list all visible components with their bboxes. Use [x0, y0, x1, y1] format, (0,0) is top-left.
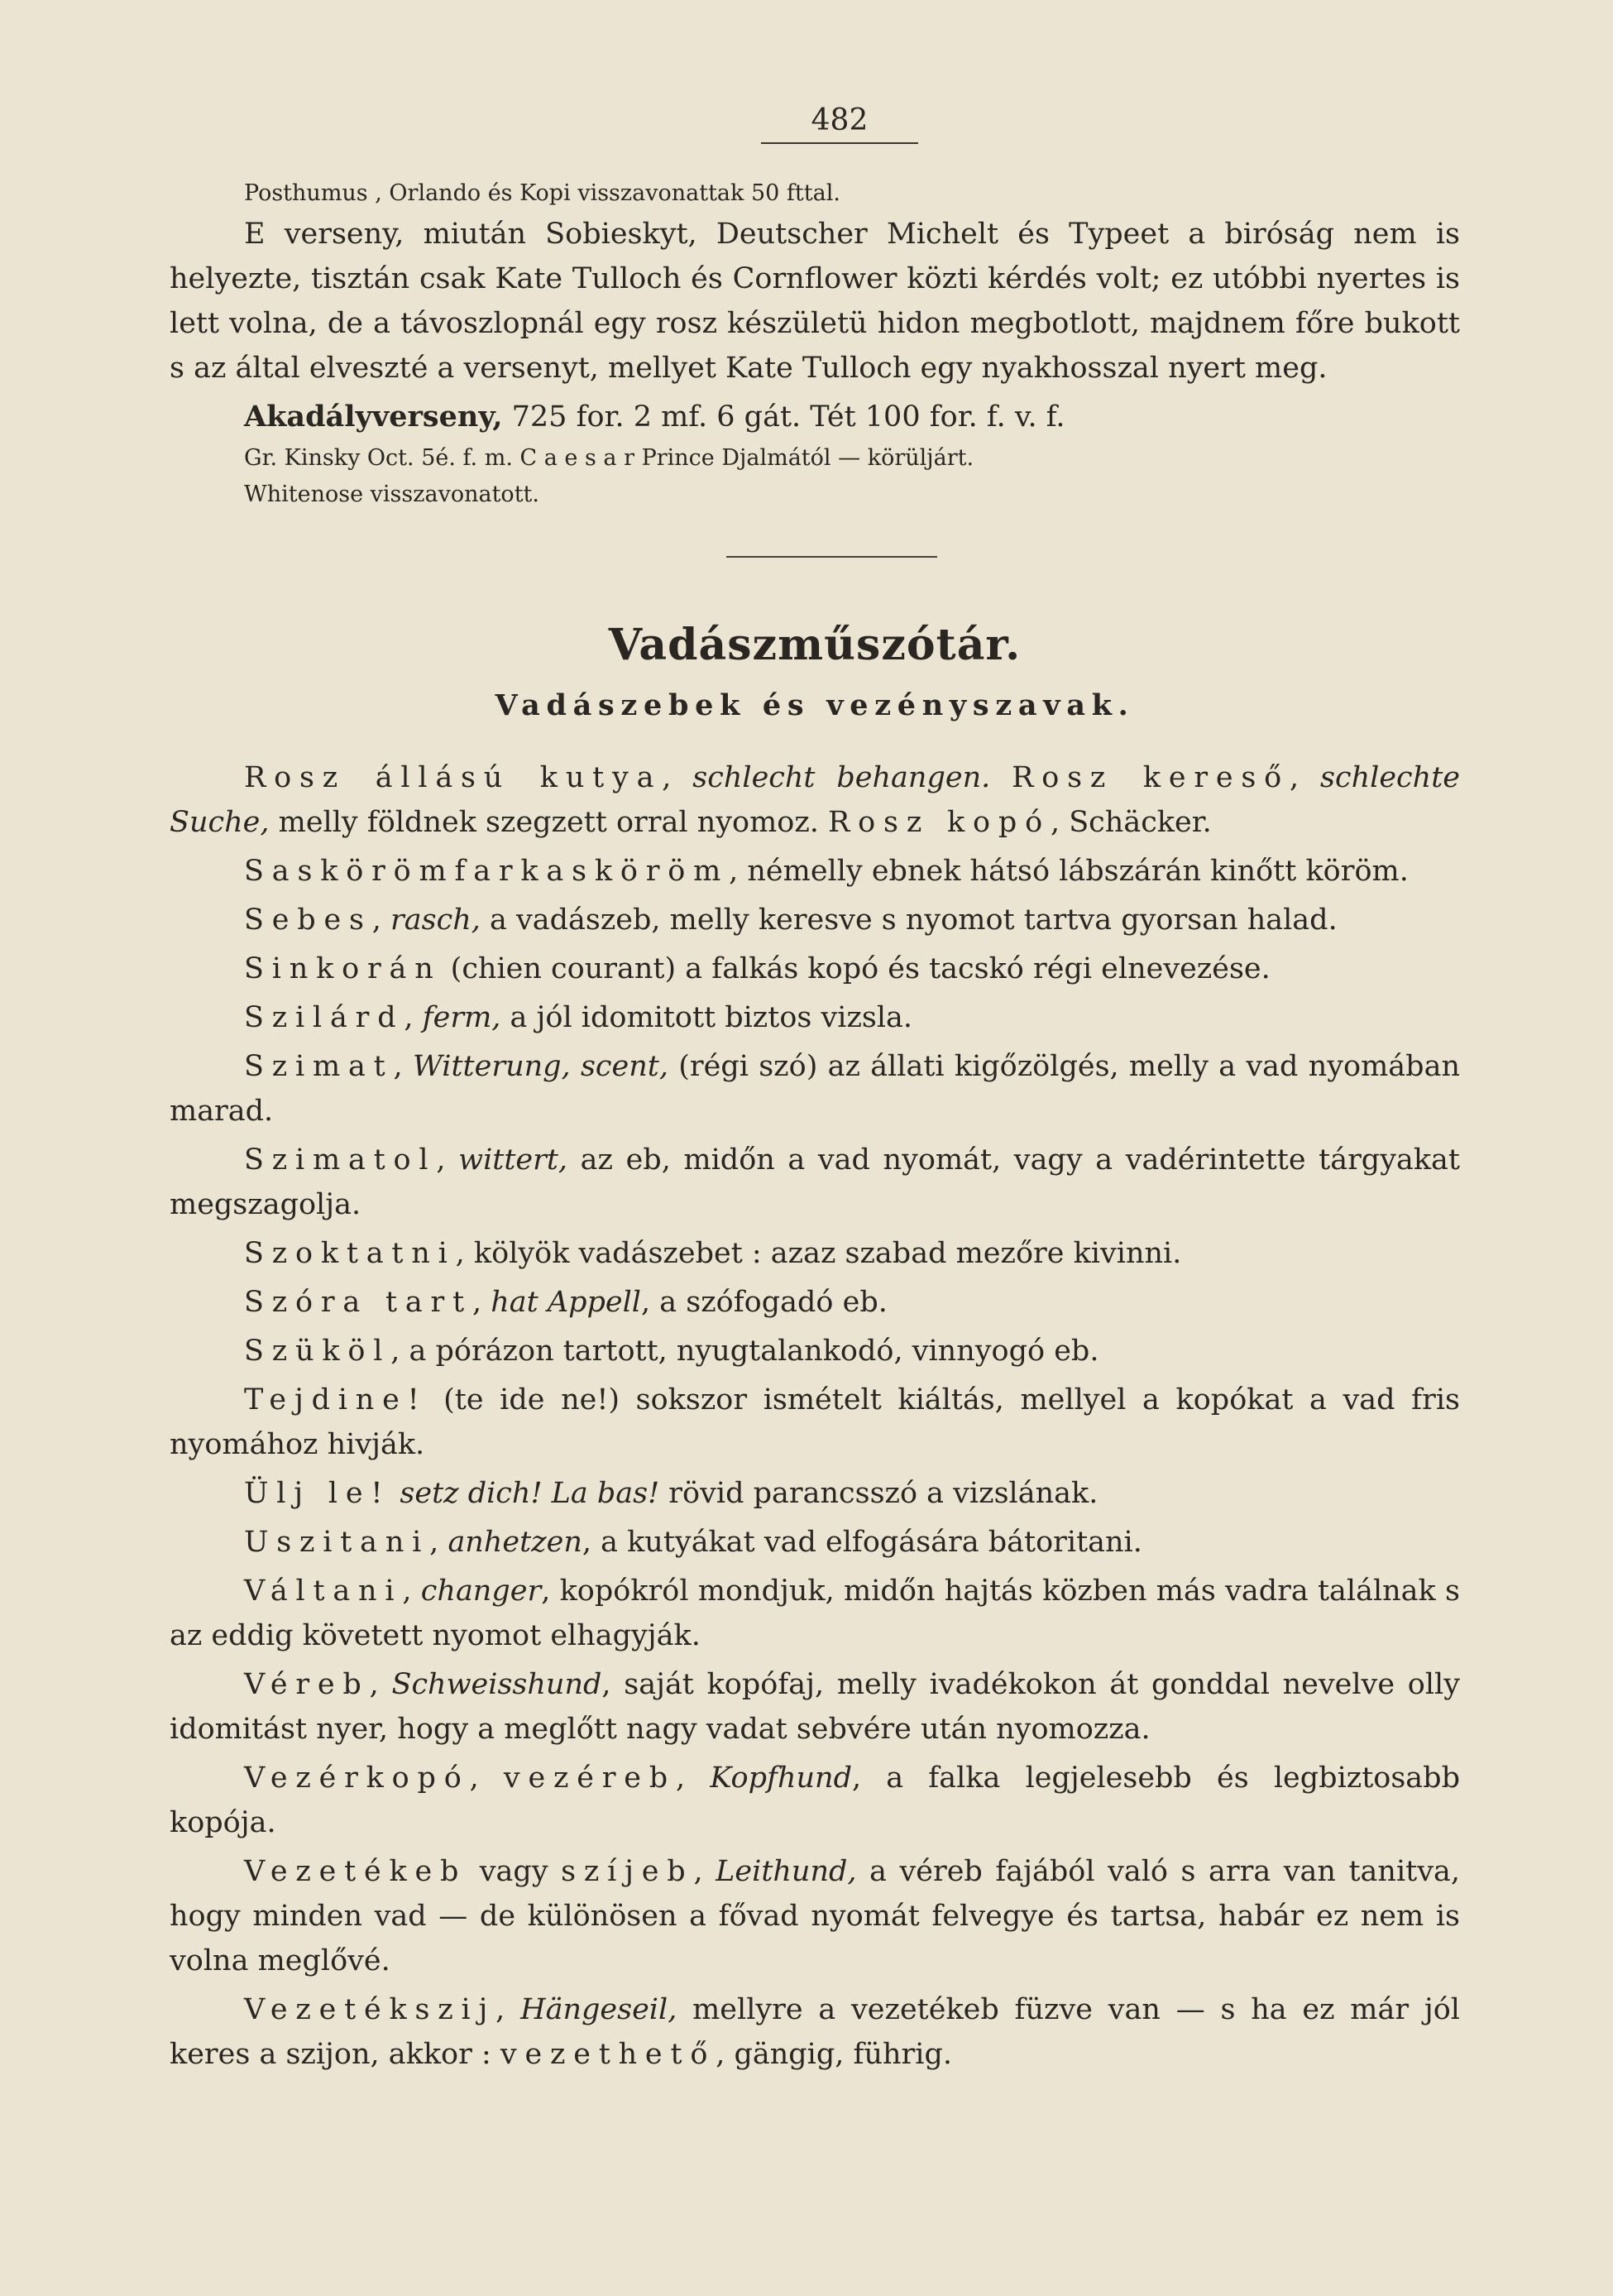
obstacle-race-name: Akadályverseny, — [244, 400, 503, 434]
entry-text: a jól idomitott biztos vizsla. — [500, 1001, 913, 1034]
entry-text: a vadászeb, melly keresve s nyomot tartva gyorsan halad. — [480, 904, 1338, 937]
obstacle-race-withdrawn: Whitenose visszavonatott. — [244, 482, 539, 507]
glossary-entry — [170, 898, 1460, 942]
entry-foreign-term: anhetzen — [448, 1526, 582, 1559]
withdrawn-note: Posthumus , Orlando és Kopi visszavonattak 50 fttal. — [244, 180, 840, 206]
entry-term: Uszitani — [244, 1526, 430, 1559]
entry-text: az eb, midőn a vad nyomát, vagy a vadérintette tárgyakat megszagolja. — [170, 1143, 1460, 1221]
glossary-entry — [170, 1280, 1460, 1325]
entry-text — [990, 761, 1012, 794]
entry-term: Vezérkopó — [244, 1762, 470, 1795]
entry-text: , a pórázon tartott, nyugtalankodó, vinnyogó eb. — [390, 1335, 1099, 1368]
obstacle-race-details: 725 for. 2 mf. 6 gát. Tét 100 for. f. v. f. — [502, 400, 1065, 434]
entry-term: Szimat — [244, 1050, 394, 1083]
entry-text: , — [676, 1762, 711, 1795]
entry-text: mellyre a vezetékeb füzve van — s ha ez már jól keres a szijon, akkor : — [170, 1993, 1460, 2071]
glossary-entry — [170, 1987, 1460, 2077]
entry-term: Szóra tart — [244, 1286, 472, 1319]
entry-term: Szüköl — [244, 1335, 391, 1368]
entry-text: vagy — [467, 1855, 562, 1888]
entry-term: Véreb — [244, 1668, 370, 1701]
entry-term: Rosz kereső — [1012, 761, 1290, 794]
glossary-entries — [170, 755, 1460, 2077]
entry-term: Vezetékszij — [244, 1993, 496, 2026]
entry-foreign-term: Hängeseil, — [520, 1993, 677, 2026]
entry-text: , — [693, 1855, 716, 1888]
entry-text: , — [369, 1668, 392, 1701]
entry-text: rövid parancsszó a vizslának. — [659, 1477, 1098, 1510]
glossary-entry — [170, 1231, 1460, 1276]
entry-text: a véreb fajából való s arra van tanitva, hogy minden vad — de különösen a fővad nyomát felvegye és tartsa, habár ez nem is volna meglővé. — [170, 1855, 1460, 1977]
glossary-entry — [170, 1569, 1460, 1658]
entry-text: , a falka legjelesebb és legbiztosabb kopója. — [170, 1762, 1460, 1839]
glossary-entry — [170, 1329, 1460, 1373]
entry-text: , kölyök vadászebet : azaz szabad mezőre kivinni. — [455, 1237, 1182, 1270]
entry-text: , — [662, 761, 693, 794]
glossary-entry — [170, 1520, 1460, 1565]
glossary-entry — [170, 849, 1460, 894]
glossary-entry — [170, 995, 1460, 1040]
entry-foreign-term: rasch, — [390, 904, 481, 937]
section-subtitle: Vadászebek és vezényszavak. — [495, 688, 1135, 722]
entry-foreign-term: changer — [420, 1575, 542, 1608]
glossary-entry — [170, 1471, 1460, 1516]
obstacle-race-winner: Gr. Kinsky Oct. 5é. f. m. C a e s a r Prince Djalmától — körüljárt. — [244, 445, 974, 471]
entry-term: Szimatol — [244, 1143, 437, 1177]
header-rule — [761, 142, 918, 144]
entry-foreign-term: hat Appell — [491, 1286, 642, 1319]
entry-text: , gängig, führig. — [716, 2038, 952, 2071]
obstacle-race-heading — [170, 394, 1460, 440]
entry-text: , — [471, 1286, 491, 1319]
section-title: Vadászműszótár. — [608, 620, 1022, 670]
glossary-entry — [170, 1138, 1460, 1227]
entry-text: , — [393, 1050, 413, 1083]
entry-text: (te ide ne!) sokszor ismételt kiáltás, mellyel a kopókat a vad fris nyomához hivják. — [170, 1383, 1460, 1461]
entry-text: , Schäcker. — [1050, 806, 1212, 839]
entry-text: , a szófogadó eb. — [641, 1286, 888, 1319]
entry-text: , saját kopófaj, melly ivadékokon át gonddal nevelve olly idomitást nyer, hogy a meglőtt nagy vadat sebvére után nyomozza. — [170, 1668, 1460, 1746]
entry-text: , — [469, 1762, 504, 1795]
entry-term: Szilárd — [244, 1001, 404, 1034]
entry-foreign-term: Witterung, scent, — [412, 1050, 668, 1083]
glossary-entry — [170, 1378, 1460, 1467]
entry-term: Sebes — [244, 904, 372, 937]
entry-term: Sinkorán — [244, 952, 442, 985]
entry-term: Szoktatni — [244, 1237, 456, 1270]
entry-term: vezethető — [500, 2038, 716, 2071]
entry-text: , — [404, 1001, 423, 1034]
glossary-entry — [170, 1756, 1460, 1845]
entry-text: , — [402, 1575, 421, 1608]
entry-text: , némelly ebnek hátsó lábszárán kinőtt köröm. — [729, 855, 1409, 888]
entry-term: Rosz állású kutya — [244, 761, 663, 794]
entry-foreign-term: schlecht behangen. — [692, 761, 991, 794]
entry-term: Rosz kopó — [828, 806, 1051, 839]
entry-term: Tejdine! — [244, 1383, 428, 1416]
glossary-entry — [170, 947, 1460, 991]
entry-text: , — [436, 1143, 459, 1177]
entry-text: , — [495, 1993, 521, 2026]
glossary-entry — [170, 1662, 1460, 1752]
entry-foreign-term: schlechte Suche, — [170, 761, 1460, 839]
entry-text: (régi szó) az állati kigőzölgés, melly a vad nyomában marad. — [170, 1050, 1460, 1128]
glossary-entry — [170, 1849, 1460, 1983]
entry-foreign-term: Kopfhund — [710, 1762, 852, 1795]
entry-text: , — [1290, 761, 1321, 794]
entry-foreign-term: setz dich! La bas! — [400, 1477, 660, 1510]
entry-text: , kopókról mondjuk, midőn hajtás közben más vadra találnak s az eddig követett nyomot elhagyják. — [170, 1575, 1460, 1652]
glossary-entry — [170, 755, 1460, 845]
page-number: 482 — [811, 103, 869, 137]
entry-text: (chien courant) a falkás kopó és tacskó régi elnevezése. — [441, 952, 1271, 985]
entry-foreign-term: wittert, — [458, 1143, 568, 1177]
page-content — [170, 103, 1460, 2081]
entry-term: Saskörömfarkasköröm — [244, 855, 730, 888]
section-divider — [726, 556, 937, 558]
entry-term: Ülj le! — [244, 1477, 391, 1510]
entry-term: szíjeb — [561, 1855, 694, 1888]
entry-text: , — [429, 1526, 448, 1559]
entry-text — [390, 1477, 400, 1510]
entry-foreign-term: Leithund, — [716, 1855, 857, 1888]
glossary-entry — [170, 1044, 1460, 1134]
entry-term: vezéreb — [503, 1762, 677, 1795]
entry-foreign-term: Schweisshund — [391, 1668, 602, 1701]
entry-term: Vezetékeb — [244, 1855, 467, 1888]
entry-foreign-term: ferm, — [422, 1001, 501, 1034]
entry-text: , — [371, 904, 391, 937]
race-commentary: E verseny, miután Sobieskyt, Deutscher Michelt és Typeet a biróság nem is helyezte, tisztán csak Kate Tulloch és Cornflower közti kérdés volt; ez utóbbi nyertes is lett volna, de a távoszlopnál egy rosz készületü hidon megbotlott, majdnem főre bukott s az által elveszté a versenyt, mellyet Kate Tulloch egy nyakhosszal nyert meg. — [170, 218, 1460, 385]
entry-text: , a kutyákat vad elfogására bátoritani. — [582, 1526, 1142, 1559]
entry-text: melly földnek szegzett orral nyomoz. — [269, 806, 829, 839]
entry-term: Váltani — [244, 1575, 403, 1608]
